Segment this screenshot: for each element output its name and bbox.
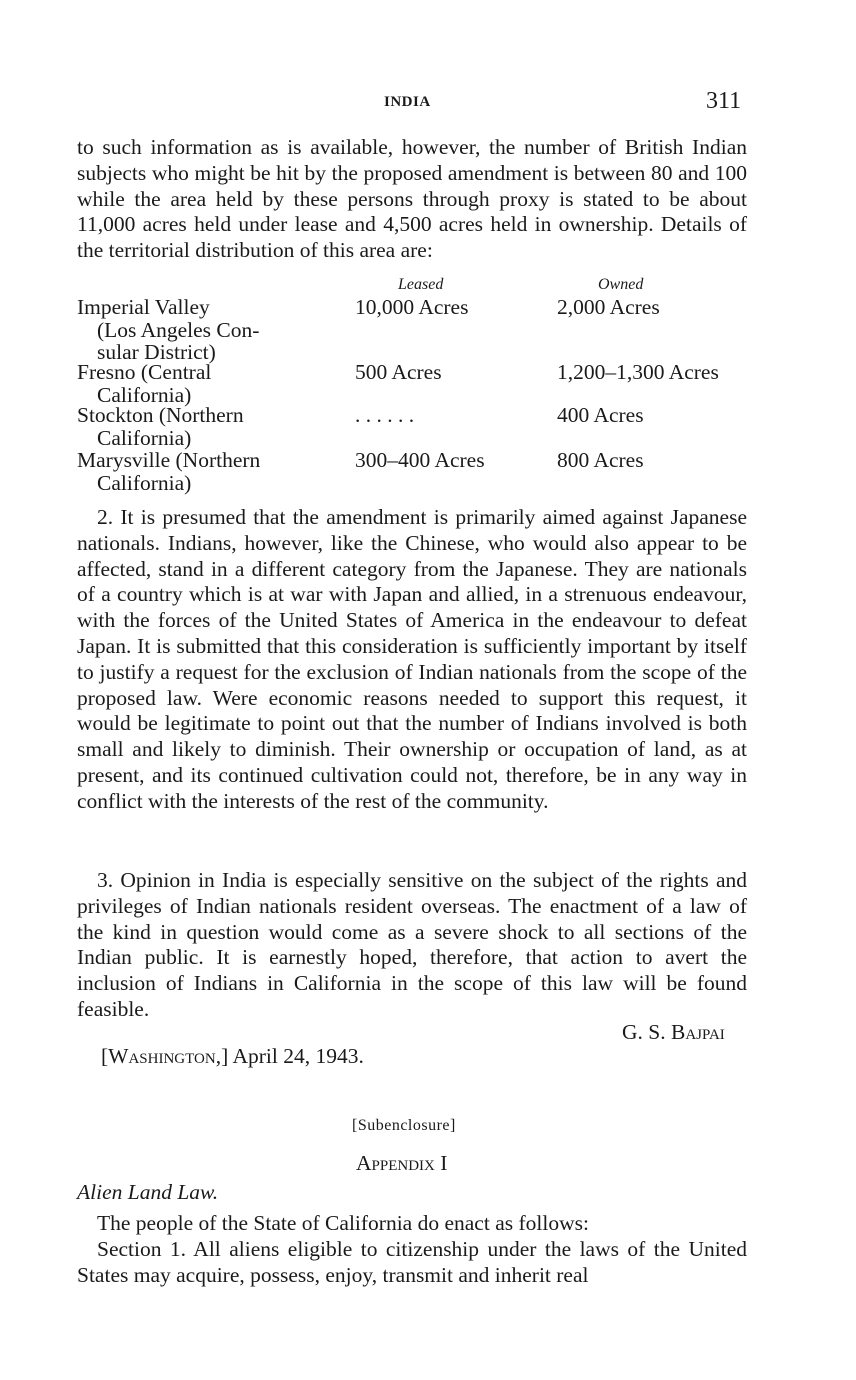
appendix-title: Appendix I (356, 1151, 448, 1175)
place-detail: California) (97, 470, 192, 495)
column-header-leased: Leased (398, 276, 444, 293)
place-cell (77, 404, 347, 449)
place-cell (77, 449, 347, 494)
dateline-open: [ (101, 1044, 109, 1068)
leased-cell: 500 Acres (355, 360, 442, 384)
place-detail: California) (97, 382, 192, 407)
dateline-date: April 24, 1943. (228, 1044, 364, 1068)
paragraph-3: 3. Opinion in India is especially sensitive on the subject of the rights and privileges of Indian nationals resident overseas. The enactment of a law of the kind in question would come as a severe shock to all sections of the Indian public. It is earnestly hoped, therefore, that action to avert the inclusion of Indians in California in the scope of this law will be found feasible. (77, 868, 747, 1021)
law-title: Alien Land Law. (77, 1180, 219, 1204)
owned-cell: 800 Acres (557, 448, 644, 472)
place-detail: sular District) (97, 340, 216, 364)
subenclosure-label: [Subenclosure] (352, 1117, 456, 1134)
place-detail: California) (97, 425, 192, 450)
column-header-owned: Owned (598, 276, 644, 293)
dateline-close: ,] (215, 1044, 229, 1068)
page-number: 311 (706, 88, 742, 114)
signature-surname: Bajpai (670, 1020, 725, 1044)
intro-paragraph: to such information as is available, however, the number of British Indian subjects who might be hit by the proposed amendment is between 80 and 100 while the area held by these persons through proxy is stated to be about 11,000 acres held under lease and 4,500 acres held in ownership. Details of the territorial distribution of this area are: (77, 135, 747, 263)
place-name: Imperial Valley (77, 295, 210, 319)
place-cell (77, 296, 347, 364)
signature (622, 1020, 725, 1045)
owned-cell: 2,000 Acres (557, 295, 660, 319)
place-name: Marysville (Northern (77, 448, 261, 472)
place-cell (77, 361, 347, 406)
section-1: Section 1. All aliens eligible to citizenship under the laws of the United States may acquire, possess, enjoy, transmit and inherit real (77, 1237, 747, 1287)
paragraph-2: 2. It is presumed that the amendment is primarily aimed against Japanese nationals. Indians, however, like the Chinese, who would also appear to be affected, stand in a different category from the Japanese. They are nationals of a country which is at war with Japan and allied, in a strenuous endeavour, with the forces of the United States of America in the endeavour to defeat Japan. It is submitted that this consideration is sufficiently important by itself to justify a request for the exclusion of Indian nationals from the scope of the proposed law. Were economic reasons needed to support this request, it would be legitimate to point out that the number of Indians involved is both small and likely to diminish. Their ownership or occupation of land, as at present, and its continued cultivation could not, therefore, be in any way in conflict with the interests of the rest of the community. (77, 505, 747, 813)
owned-cell: 1,200–1,300 Acres (557, 360, 719, 384)
leased-cell: 10,000 Acres (355, 295, 469, 319)
dateline-place: Washington (108, 1044, 216, 1068)
leased-cell: . . . . . . (355, 403, 415, 427)
place-detail: (Los Angeles Con- (97, 317, 260, 342)
owned-cell: 400 Acres (557, 403, 644, 427)
running-header: INDIA (384, 94, 431, 110)
leased-cell: 300–400 Acres (355, 448, 485, 472)
place-name: Fresno (Central (77, 360, 212, 384)
place-name: Stockton (Northern (77, 403, 244, 427)
signature-initials: G. S. (622, 1020, 671, 1044)
enacting-clause: The people of the State of California do enact as follows: (97, 1211, 589, 1235)
dateline (101, 1044, 364, 1069)
